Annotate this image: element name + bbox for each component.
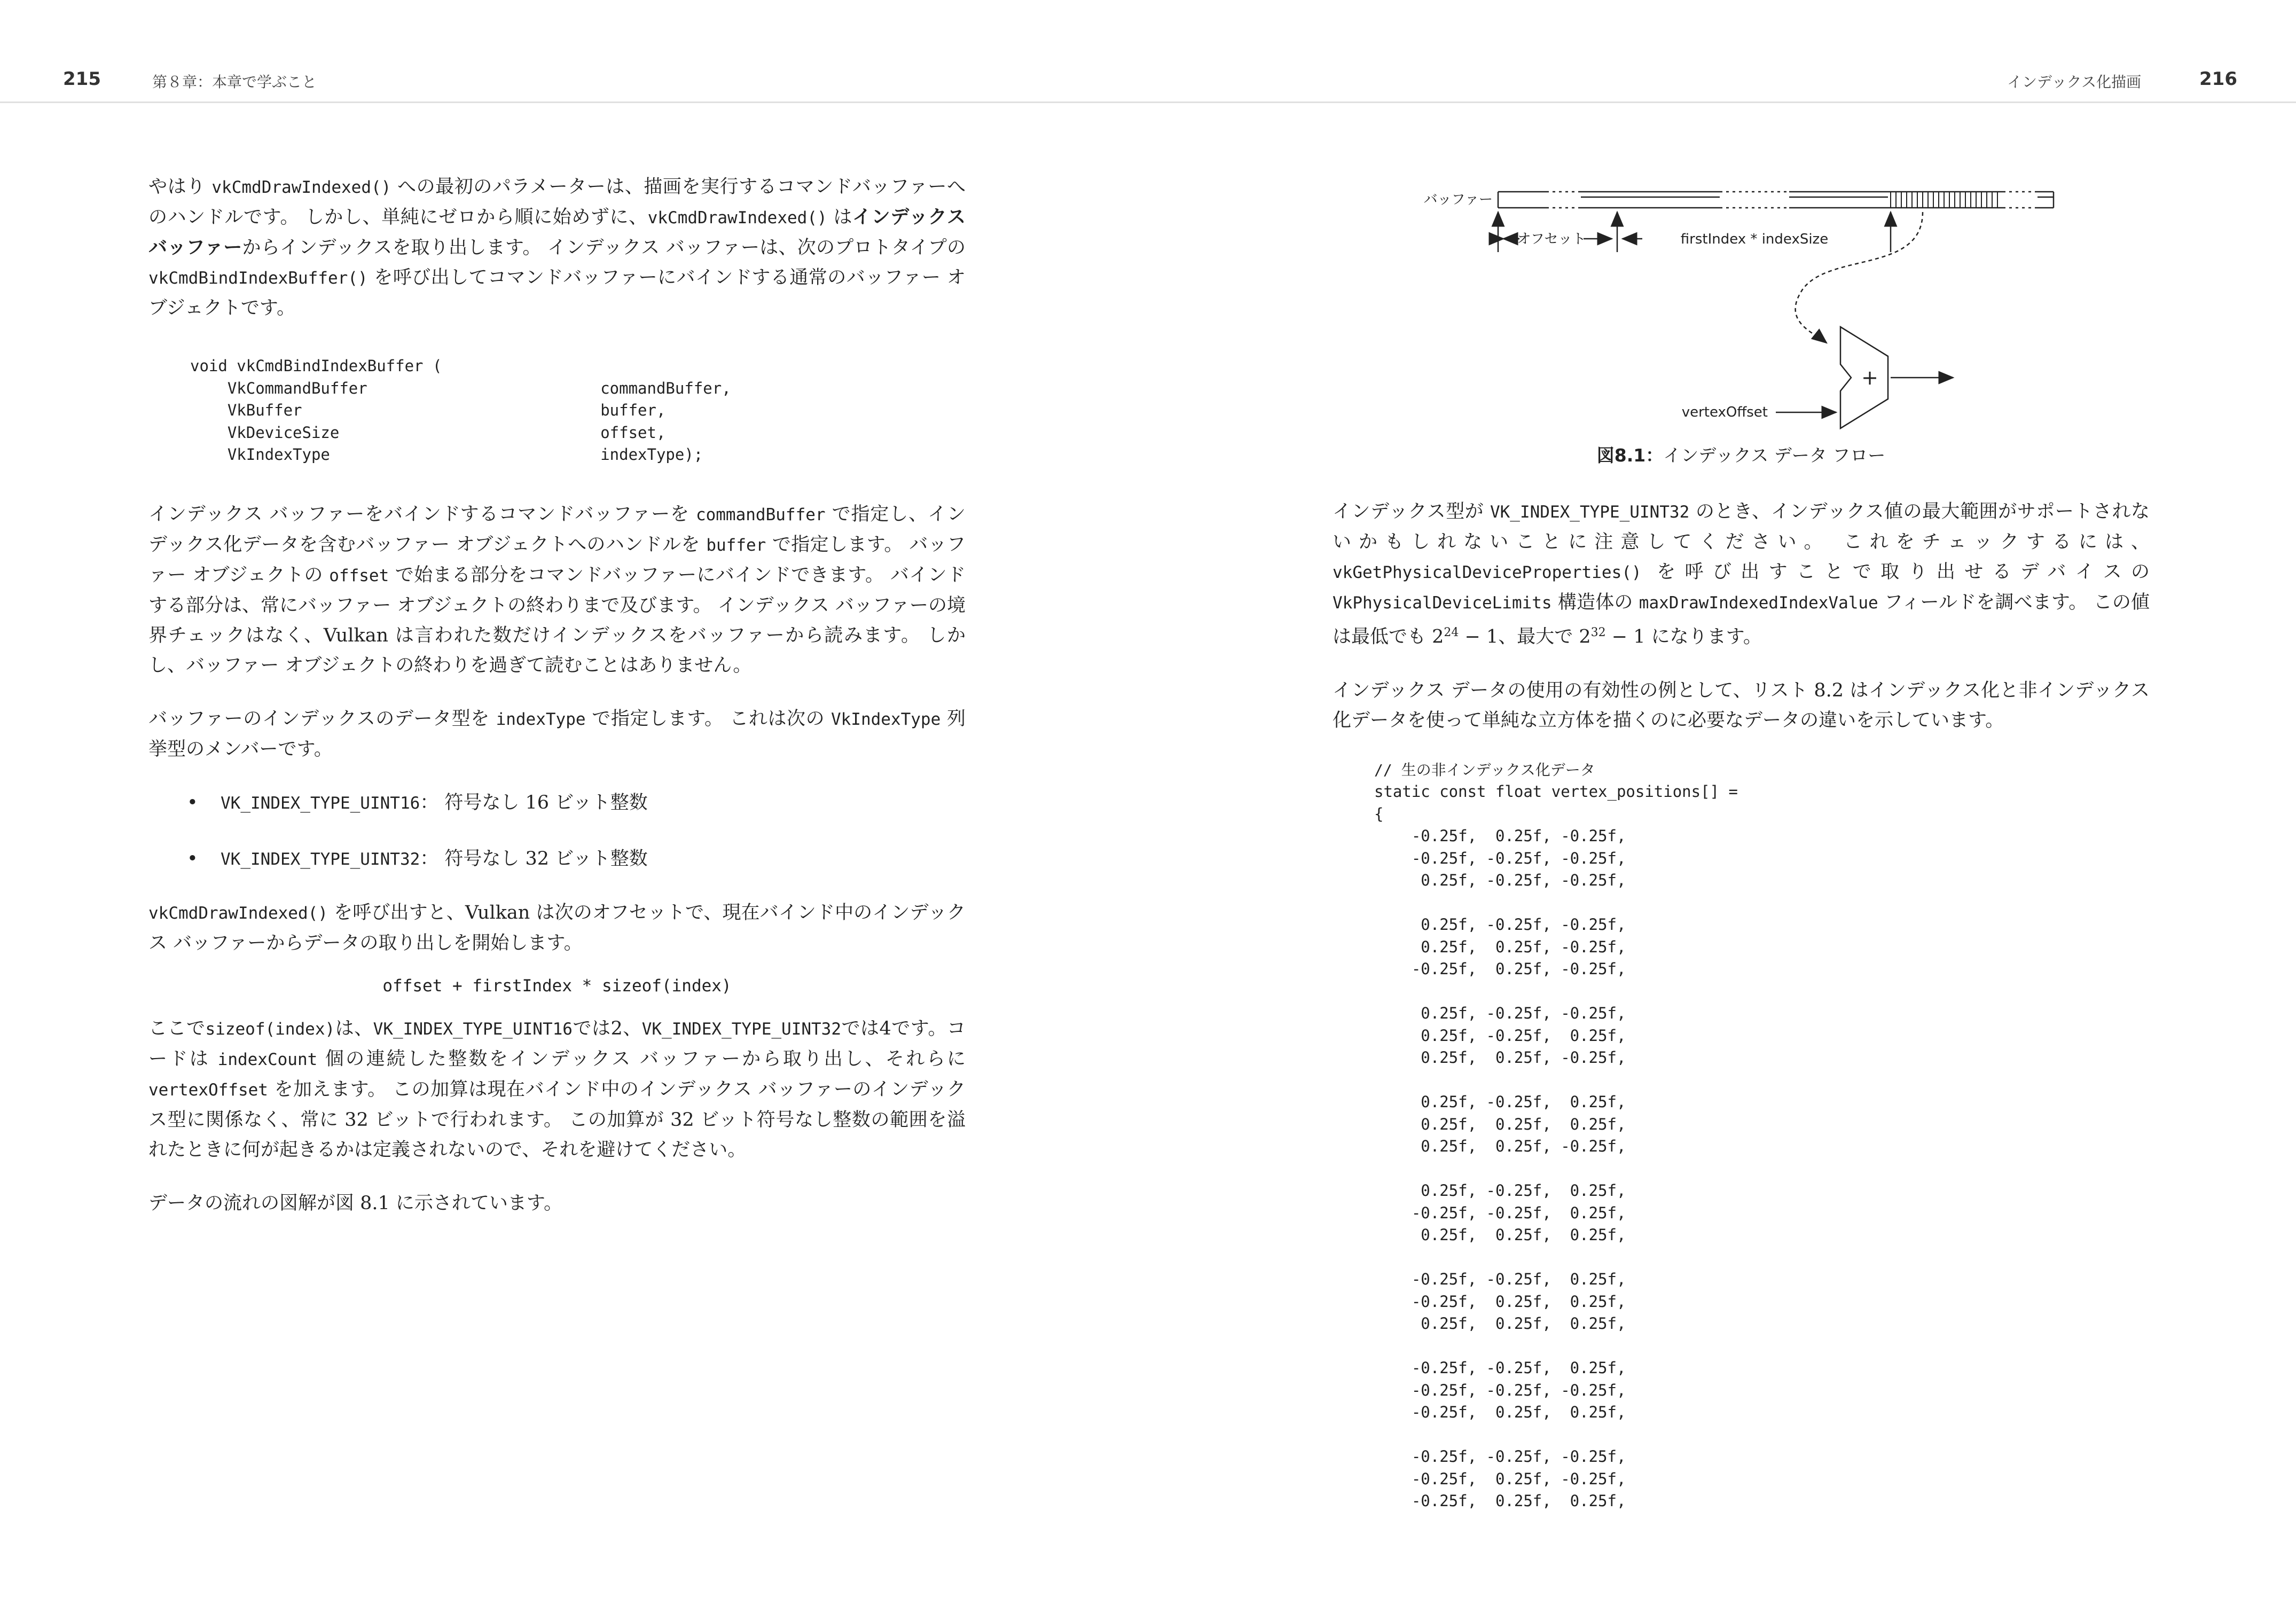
left-page [148,160,966,1218]
caption-number: 図8.1： [1596,445,1664,466]
paragraph-intro [148,172,966,323]
text: ここで [148,1017,206,1039]
code-inline: VK_INDEX_TYPE_UINT16 [221,793,420,813]
text: やはり [148,176,212,198]
code-inline: VkPhysicalDeviceLimits [1333,593,1552,613]
code-inline: vkCmdDrawIndexed() [148,903,328,923]
text: のとき、インデックス値の最大範囲がサポートされないかもしれないことに注意してください。 これをチェックするには、 [1333,501,2150,553]
figure-caption [1333,442,2150,467]
code-inline: vkCmdDrawIndexed() [647,208,827,228]
exponent: 32 [1590,626,1606,639]
code-inline: VkIndexType [830,709,941,729]
paragraph-fetch-start [148,898,966,958]
text: 列挙型のメンバーです。 [148,708,966,760]
code-inline: VK_INDEX_TYPE_UINT32 [221,849,420,869]
text: インデックス バッファーをバインドするコマンドバッファーを [148,503,696,525]
paragraph-bind-description [148,499,966,680]
bold-term: インデックス バッファー [148,207,966,259]
text: 構造体の [1551,592,1639,613]
code-inline: vkCmdDrawIndexed() [211,178,391,197]
code-inline: VK_INDEX_TYPE_UINT32 [1490,503,1690,522]
code-inline: VK_INDEX_TYPE_UINT16 [373,1019,573,1039]
code-inline: vertexOffset [148,1080,268,1100]
running-header [0,0,2296,103]
code-comment: // 生の非インデックス化データ [1374,761,1595,779]
text: で始まる部分をコマンドバッファーにバインドできます。 バインドする部分は、常にバッファー オブジェクトの終わりまで及びます。 インデックス バッファーの境界チェックはなく、Vulkan は言われた数だけインデックスをバッファーから読みます。 しかし、バッファー オブジェクトの終わりを過ぎて読むことはありません。 [148,564,966,676]
paragraph-max-index [1333,497,2150,652]
text: フィールドを調べます。 この値は最低でも 2 [1333,592,2150,648]
index-type-list [148,788,966,874]
text: で指定し、インデックス化データを含むバッファー オブジェクトへのハンドルを [148,503,966,555]
offset-label: オフセット [1517,231,1586,247]
text: からインデックスを取り出します。 インデックス バッファーは、次のプロトタイプの [242,237,966,259]
listing-8-2-code [1374,759,2150,1513]
code-inline: indexCount [217,1050,318,1069]
vertex-offset-label: vertexOffset [1681,404,1768,420]
prototype-code-block: void vkCmdBindIndexBuffer ( VkCommandBuffer commandBuffer, VkBuffer buffer, VkDeviceSize offset, VkIndexType indexType); [190,357,731,464]
paragraph-index-type [148,704,966,764]
code-inline: buffer [706,535,766,555]
right-page [1333,160,2150,1513]
text: は、 [335,1017,373,1039]
code-inline: offset [329,566,389,585]
code-inline: VK_INDEX_TYPE_UINT32 [641,1019,842,1039]
vertex-positions-code: static const float vertex_positions[] = { -0.25f, 0.25f, -0.25f, -0.25f, -0.25f, -0.25f, 0.25f, -0.25f, -0.25f, 0.25f, -0.25f, -0.25f, 0.25f, 0.25f, -0.25f, -0.25f, 0.25f, -0.25f, 0.25f, -0.25f, -0.25f, 0.25f, -0.25f, 0.25f, 0.25f, 0.25f, -0.25f, 0.25f, -0.25f, 0.25f, 0.25f, 0.25f, 0.25f, 0.25f, 0.25f, -0.25f, 0.25f, -0.25f, 0.25f, -0.25f, -0.25f, 0.25f, 0.25f, 0.25f, 0.25f, -0.25f, -0.25f, 0.25f, -0.25f, 0.25f, 0.25f, 0.25f, 0.25f, 0.25f, -0.25f, -0.25f, 0.25f, -0.25f, -0.25f, -0.25f, -0.25f, 0.25f, 0.25f, -0.25f, -0.25f, -0.25f, -0.25f, 0.25f, -0.25f, -0.25f, 0.25f, 0.25f, [1374,782,1738,1510]
code-inline: commandBuffer [695,505,826,524]
paragraph-sizeof [148,1014,966,1165]
text: バッファーのインデックスのデータ型を [148,708,496,730]
text: で指定します。 これは次の [585,708,831,730]
buffer-label: バッファー [1423,192,1493,208]
text: 個の連続した整数をインデックス バッファーから取り出し、それらに [317,1048,966,1070]
section-title: インデックス化描画 [2007,73,2142,91]
caption-text: インデックス データ フロー [1663,445,1886,466]
text: を加えます。 この加算は現在バインド中のインデックス バッファーのインデックス型に関係なく、常に 32 ビットで行われます。 この加算が 32 ビット符号なし整数の範囲を溢れたときに何が起きるかは定義されないので、それを避けてください。 [148,1078,966,1161]
text: ： 符号なし 32 ビット整数 [420,848,648,870]
text: ： 符号なし 16 ビット整数 [420,792,648,813]
figure-8-1 [1333,172,2150,476]
offset-formula: offset + firstIndex * sizeof(index) [382,976,732,996]
chapter-title: 第８章：本章で学ぶこと [152,73,317,91]
paragraph-listing-intro: インデックス データの使用の有効性の例として、リスト 8.2 はインデックス化と非インデックス化データを使って単純な立方体を描くのに必要なデータの違いを示しています。 [1333,679,2150,731]
plus-icon: + [1861,366,1878,389]
text: を呼び出すことで取り出せるデバイスの [1641,561,2150,583]
code-inline: vkGetPhysicalDeviceProperties() [1333,563,1642,582]
list-item [148,788,966,818]
first-index-label: firstIndex * indexSize [1680,231,1829,247]
code-inline: maxDrawIndexedIndexValue [1639,593,1878,613]
code-inline: sizeof(index) [205,1019,335,1039]
code-inline: vkCmdBindIndexBuffer() [148,269,368,288]
left-page-number: 215 [63,68,101,90]
exponent: 24 [1444,626,1459,639]
text: − 1、最大で 2 [1459,626,1591,648]
index-elements [1891,192,1997,208]
text: − 1 になります。 [1605,626,1762,648]
text: は [827,207,853,228]
text: への最初のパラメーターは、描画を実行するコマンドバッファーへのハンドルです。 しかし、単純にゼロから順に始めずに、 [148,176,966,228]
list-item [148,844,966,874]
paragraph-figure-ref: データの流れの図解が図 8.1 に示されています。 [148,1192,563,1214]
text: を呼び出してコマンドバッファーにバインドする通常のバッファー オブジェクトです。 [148,267,966,319]
text: で指定します。 バッファー オブジェクトの [148,534,966,586]
index-data-flow-diagram [1333,172,2150,439]
text: では4です。コードは [148,1017,966,1070]
right-page-number: 216 [2199,68,2237,90]
text: では2、 [572,1017,642,1039]
text: インデックス型が [1333,501,1490,522]
code-inline: indexType [496,709,586,729]
text: を呼び出すと、Vulkan は次のオフセットで、現在バインド中のインデックス バッファーからデータの取り出しを開始します。 [148,902,966,954]
